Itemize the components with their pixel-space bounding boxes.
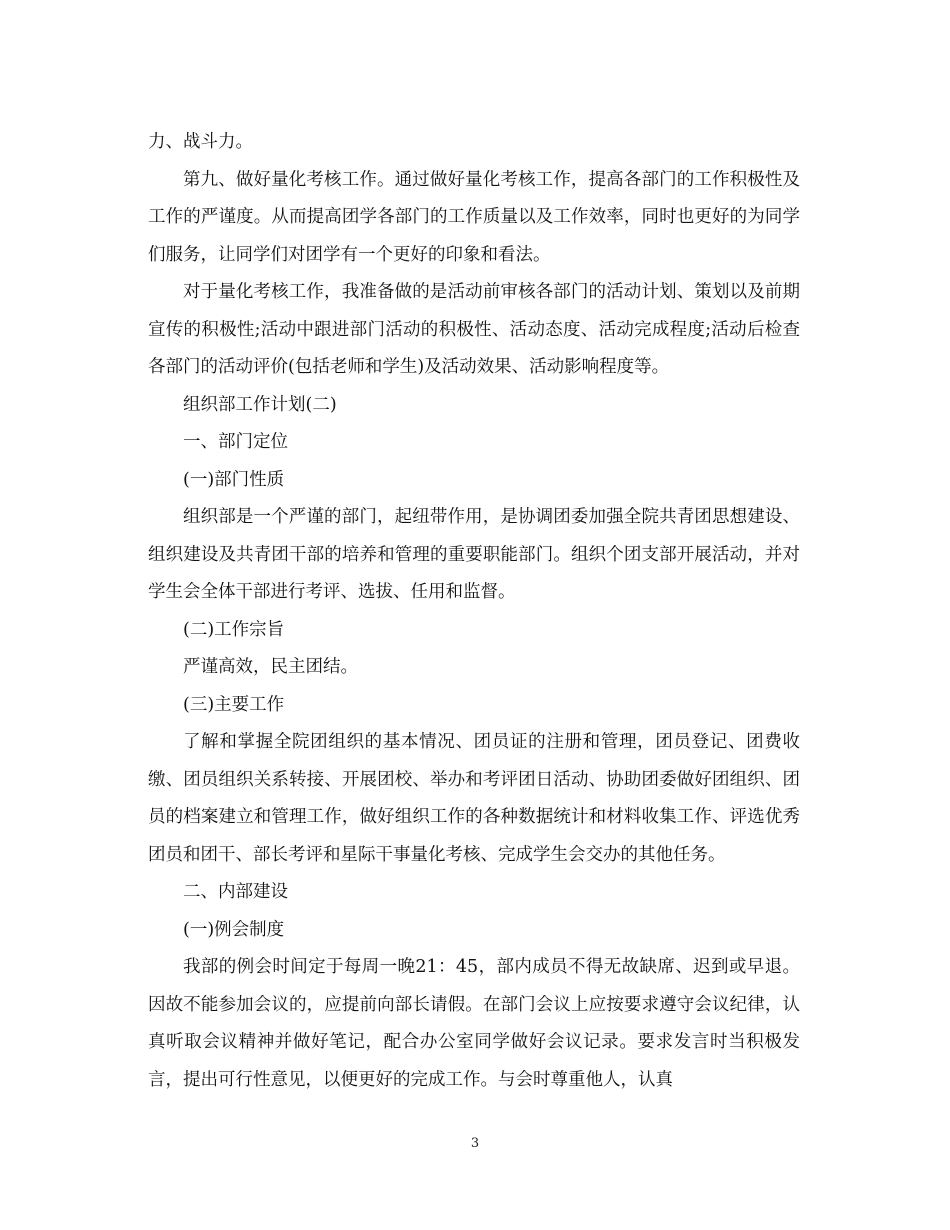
paragraph-quantitative-assessment: 对于量化考核工作，我准备做的是活动前审核各部门的活动计划、策划以及前期宣传的积极性;活动中跟进部门活动的积极性、活动态度、活动完成程度;活动后检查各部门的活动评价(包括老师和学生)及活动效果、活动影响程度等。	[148, 282, 800, 377]
page-number: 3	[470, 1136, 480, 1151]
paragraph-work-purpose: 严谨高效，民主团结。	[183, 657, 358, 677]
paragraph-continuation: 力、战斗力。	[148, 132, 253, 152]
subheading-work-purpose: (二)工作宗旨	[183, 619, 285, 640]
heading-internal-construction: 二、内部建设	[183, 882, 288, 902]
paragraph-main-work: 了解和掌握全院团组织的基本情况、团员证的注册和管理，团员登记、团费收缴、团员组织关系转接、开展团校、举办和考评团日活动、协助团委做好团组织、团员的档案建立和管理工作，做好组织工作的各种数据统计和材料收集工作、评选优秀团员和团干、部长考评和星际干事量化考核、完成学生会交办的其他任务。	[148, 732, 800, 865]
subheading-department-nature: (一)部门性质	[183, 469, 285, 490]
heading-department-positioning: 一、部门定位	[183, 432, 288, 452]
paragraph-item-nine: 第九、做好量化考核工作。通过做好量化考核工作，提高各部门的工作积极性及工作的严谨度。从而提高团学各部门的工作质量以及工作效率，同时也更好的为同学们服务，让同学们对团学有一个更好的印象和看法。	[148, 169, 800, 265]
document-body	[148, 124, 800, 1099]
subheading-main-work: (三)主要工作	[183, 694, 285, 715]
section-title-plan-two: 组织部工作计划(二)	[183, 394, 337, 415]
paragraph-department-nature: 组织部是一个严谨的部门，起纽带作用，是协调团委加强全院共青团思想建设、组织建设及共青团干部的培养和管理的重要职能部门。组织个团支部开展活动，并对学生会全体干部进行考评、选拔、任用和监督。	[148, 507, 800, 602]
subheading-meeting-system: (一)例会制度	[183, 919, 285, 940]
paragraph-meeting-system: 我部的例会时间定于每周一晚21：45，部内成员不得无故缺席、迟到或早退。因故不能参加会议的，应提前向部长请假。在部门会议上应按要求遵守会议纪律，认真听取会议精神并做好笔记，配合办公室同学做好会议记录。要求发言时当积极发言，提出可行性意见，以便更好的完成工作。与会时尊重他人，认真	[148, 957, 800, 1090]
